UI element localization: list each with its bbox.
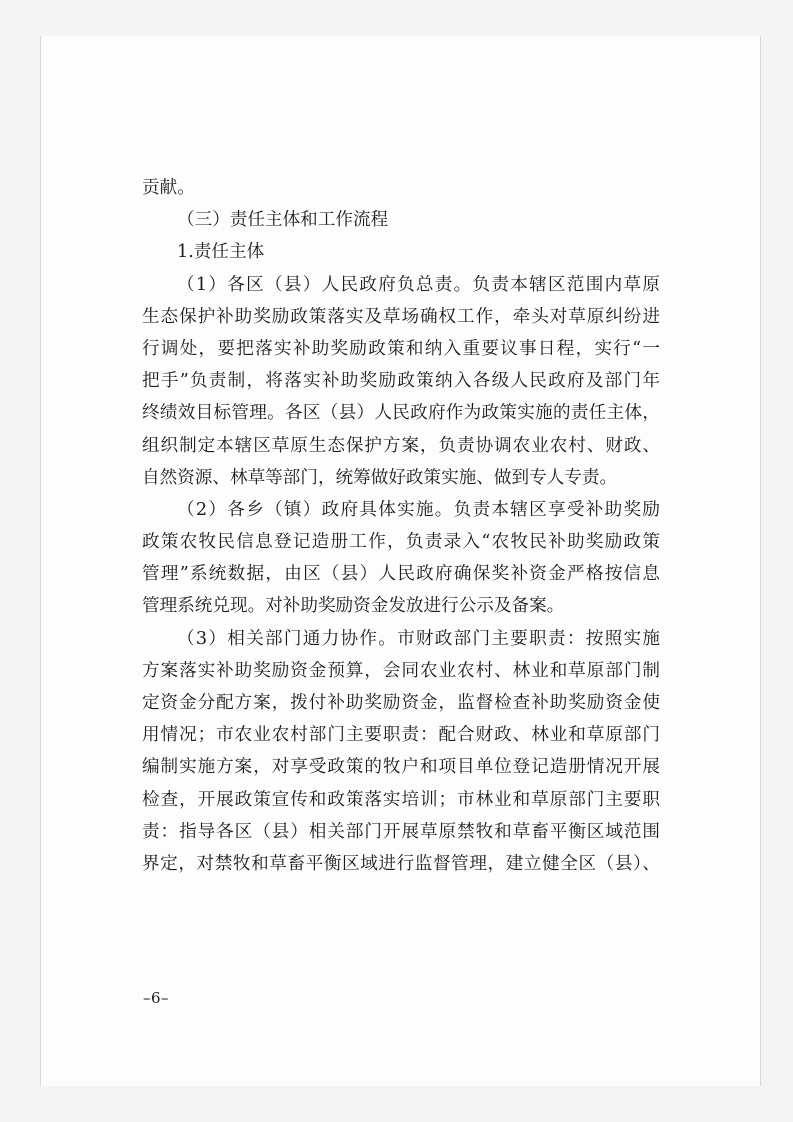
paragraph-line: 用情况；市农业农村部门主要职责：配合财政、林业和草原部门 <box>142 725 660 746</box>
paragraph-line: （2）各乡（镇）政府具体实施。负责本辖区享受补助奖励 <box>177 499 660 520</box>
paragraph-line: 组织制定本辖区草原生态保护方案，负责协调农业农村、财政、 <box>142 435 660 456</box>
paragraph-line: （3）相关部门通力协作。市财政部门主要职责：按照实施 <box>177 628 660 649</box>
paragraph-line: 方案落实补助奖励资金预算，会同农业农村、林业和草原部门制 <box>142 660 660 681</box>
paragraph-line: 定资金分配方案，拨付补助奖励资金，监督检查补助奖励资金使 <box>142 693 660 713</box>
paragraph-line: 管理系统兑现。对补助奖励资金发放进行公示及备案。 <box>142 596 565 617</box>
page-left-edge <box>40 36 41 1086</box>
paragraph-line: 贡献。 <box>142 178 195 198</box>
paragraph-line: 检查，开展政策宣传和政策落实培训；市林业和草原部门主要职 <box>142 789 660 810</box>
paragraph-line: 政策农牧民信息登记造册工作，负责录入“农牧民补助奖励政策 <box>142 532 660 553</box>
paragraph-line: 界定，对禁牧和草畜平衡区域进行监督管理，建立健全区（县）、 <box>142 853 660 874</box>
paragraph-line: 编制实施方案，对享受政策的牧户和项目单位登记造册情况开展 <box>142 757 660 778</box>
section-heading: （三）责任主体和工作流程 <box>177 210 389 231</box>
paragraph-line: 责：指导各区（县）相关部门开展草原禁牧和草畜平衡区域范围 <box>142 821 660 842</box>
paragraph-line: （1）各区（县）人民政府负总责。负责本辖区范围内草原 <box>177 274 660 295</box>
page-number: –6– <box>143 989 170 1007</box>
paragraph-line: 生态保护补助奖励政策落实及草场确权工作，牵头对草原纠纷进 <box>142 306 660 327</box>
paragraph-line: 把手”负责制，将落实补助奖励政策纳入各级人民政府及部门年 <box>142 371 660 392</box>
document-body <box>142 172 660 880</box>
paragraph-line: 行调处，要把落实补助奖励政策和纳入重要议事日程，实行“一 <box>142 338 660 359</box>
paragraph-line: 管理”系统数据，由区（县）人民政府确保奖补资金严格按信息 <box>142 564 660 585</box>
paragraph-line: 终绩效目标管理。各区（县）人民政府作为政策实施的责任主体， <box>142 403 660 424</box>
paragraph-line: 自然资源、林草等部门，统筹做好政策实施、做到专人专责。 <box>142 467 618 488</box>
page-right-edge <box>760 36 761 1086</box>
subsection-heading: 1.责任主体 <box>177 242 265 263</box>
